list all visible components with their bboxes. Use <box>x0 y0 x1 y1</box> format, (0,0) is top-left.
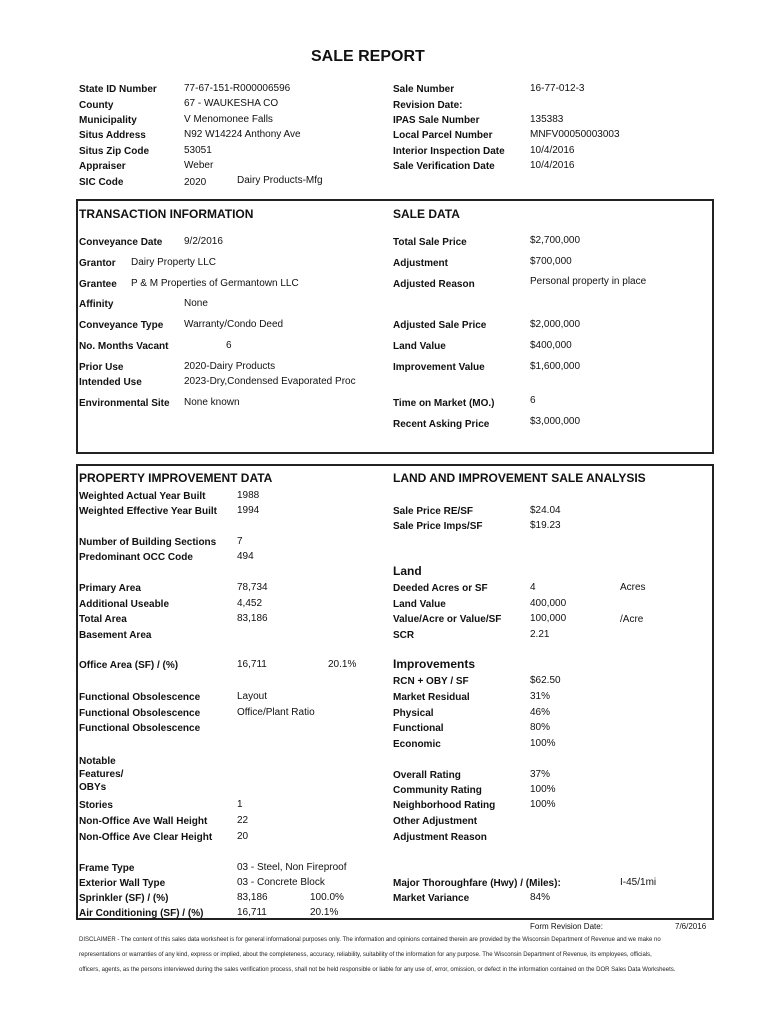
functional-obsolescence-1-value: Layout <box>237 691 268 702</box>
functional-obsolescence-3-label: Functional Obsolescence <box>79 723 201 734</box>
adjusted-reason-label: Adjusted Reason <box>393 279 475 290</box>
neighborhood-rating-value: 100% <box>530 799 556 810</box>
air-conditioning-percent: 20.1% <box>310 907 339 918</box>
environmental-label: Environmental Site <box>79 398 170 409</box>
affinity-value: None <box>184 298 208 309</box>
sic-code-label: SIC Code <box>79 177 124 188</box>
value-per-acre-unit: /Acre <box>620 614 644 625</box>
adjusted-sale-price-label: Adjusted Sale Price <box>393 320 487 331</box>
land-value-value: $400,000 <box>530 340 572 351</box>
municipality-value: V Menomonee Falls <box>184 114 273 125</box>
form-revision-value: 7/6/2016 <box>675 922 707 931</box>
economic-value: 100% <box>530 738 556 749</box>
frame-type-value: 03 - Steel, Non Fireproof <box>237 862 347 873</box>
market-residual-value: 31% <box>530 691 551 702</box>
disclaimer-line-3: officers, agents, as the persons interviewed during the sales verification process, shall not be held responsible or liable for any use of, error, omission, or defect in the information contained on the DOR Sales Data Worksheets. <box>79 967 676 973</box>
thoroughfare-value: I-45/1mi <box>620 877 657 888</box>
value-per-acre-label: Value/Acre or Value/SF <box>393 614 502 625</box>
adjusted-reason-value: Personal property in place <box>530 276 647 287</box>
economic-label: Economic <box>393 739 441 750</box>
overall-rating-label: Overall Rating <box>393 770 461 781</box>
months-vacant-value: 6 <box>226 340 232 351</box>
conveyance-type-value: Warranty/Condo Deed <box>184 319 284 330</box>
price-re-sf-value: $24.04 <box>530 505 561 516</box>
disclaimer-line-1: DISCLAIMER - The content of this sales data worksheet is for general informational purposes only. The information and opinions contained therein are provided by the Wisconsin Department of Revenue and we make no <box>79 937 661 943</box>
interior-inspection-label: Interior Inspection Date <box>393 146 505 157</box>
additional-useable-label: Additional Useable <box>79 599 170 610</box>
weyb-label: Weighted Effective Year Built <box>79 506 218 517</box>
analysis-land-value-label: Land Value <box>393 599 446 610</box>
local-parcel-value: MNFV00050003003 <box>530 129 620 140</box>
neighborhood-rating-label: Neighborhood Rating <box>393 800 496 811</box>
land-heading: Land <box>393 564 422 578</box>
thoroughfare-label: Major Thoroughfare (Hwy) / (Miles): <box>393 878 561 889</box>
county-value: 67 - WAUKESHA CO <box>184 98 279 109</box>
prior-use-value: 2020-Dairy Products <box>184 361 276 372</box>
primary-area-value: 78,734 <box>237 582 268 593</box>
office-area-label: Office Area (SF) / (%) <box>79 660 179 671</box>
state-id-label: State ID Number <box>79 84 157 95</box>
situs-zip-label: Situs Zip Code <box>79 146 149 157</box>
analysis-heading: LAND AND IMPROVEMENT SALE ANALYSIS <box>393 471 646 485</box>
appraiser-label: Appraiser <box>79 161 126 172</box>
transaction-heading: TRANSACTION INFORMATION <box>79 207 254 221</box>
occ-code-label: Predominant OCC Code <box>79 552 193 563</box>
wayb-value: 1988 <box>237 490 260 501</box>
improvement-value-value: $1,600,000 <box>530 361 581 372</box>
conveyance-date-value: 9/2/2016 <box>184 236 223 247</box>
community-rating-label: Community Rating <box>393 785 482 796</box>
local-parcel-label: Local Parcel Number <box>393 130 493 141</box>
adjusted-sale-price-value: $2,000,000 <box>530 319 581 330</box>
sale-number-value: 16-77-012-3 <box>530 83 585 94</box>
rcn-value: $62.50 <box>530 675 561 686</box>
improvements-heading: Improvements <box>393 657 476 671</box>
scr-value: 2.21 <box>530 629 550 640</box>
intended-use-label: Intended Use <box>79 377 142 388</box>
ipas-value: 135383 <box>530 114 564 125</box>
improvement-value-label: Improvement Value <box>393 362 485 373</box>
form-revision-label: Form Revision Date: <box>530 922 603 931</box>
wall-height-value: 22 <box>237 815 249 826</box>
recent-asking-value: $3,000,000 <box>530 416 581 427</box>
weyb-value: 1994 <box>237 505 260 516</box>
primary-area-label: Primary Area <box>79 583 141 594</box>
air-conditioning-label: Air Conditioning (SF) / (%) <box>79 908 204 919</box>
exterior-wall-label: Exterior Wall Type <box>79 878 166 889</box>
community-rating-value: 100% <box>530 784 556 795</box>
recent-asking-label: Recent Asking Price <box>393 419 490 430</box>
sale-verification-value: 10/4/2016 <box>530 160 575 171</box>
grantor-value: Dairy Property LLC <box>131 257 217 268</box>
environmental-value: None known <box>184 397 240 408</box>
ipas-label: IPAS Sale Number <box>393 115 480 126</box>
market-residual-label: Market Residual <box>393 692 470 703</box>
basement-area-label: Basement Area <box>79 630 152 641</box>
scr-label: SCR <box>393 630 415 641</box>
grantee-value: P & M Properties of Germantown LLC <box>131 278 299 289</box>
price-imps-sf-value: $19.23 <box>530 520 561 531</box>
adjustment-reason-label: Adjustment Reason <box>393 832 487 843</box>
sale-verification-label: Sale Verification Date <box>393 161 495 172</box>
time-on-market-value: 6 <box>530 395 536 406</box>
revision-date-label: Revision Date: <box>393 100 463 111</box>
total-sale-price-value: $2,700,000 <box>530 235 581 246</box>
property-heading: PROPERTY IMPROVEMENT DATA <box>79 471 273 485</box>
frame-type-label: Frame Type <box>79 863 135 874</box>
price-imps-sf-label: Sale Price Imps/SF <box>393 521 483 532</box>
municipality-label: Municipality <box>79 115 137 126</box>
physical-value: 46% <box>530 707 551 718</box>
sprinkler-percent: 100.0% <box>310 892 344 903</box>
sprinkler-value: 83,186 <box>237 892 268 903</box>
notable-features-line-1: Notable <box>79 756 116 767</box>
physical-label: Physical <box>393 708 434 719</box>
wayb-label: Weighted Actual Year Built <box>79 491 206 502</box>
building-sections-value: 7 <box>237 536 243 547</box>
prior-use-label: Prior Use <box>79 362 124 373</box>
analysis-land-value-value: 400,000 <box>530 598 567 609</box>
exterior-wall-value: 03 - Concrete Block <box>237 877 325 888</box>
total-area-label: Total Area <box>79 614 127 625</box>
total-sale-price-label: Total Sale Price <box>393 237 467 248</box>
value-per-acre-value: 100,000 <box>530 613 567 624</box>
deeded-acres-unit: Acres <box>620 582 646 593</box>
time-on-market-label: Time on Market (MO.) <box>393 398 495 409</box>
sic-description: Dairy Products-Mfg <box>237 175 323 186</box>
conveyance-date-label: Conveyance Date <box>79 237 163 248</box>
wall-height-label: Non-Office Ave Wall Height <box>79 816 208 827</box>
county-label: County <box>79 100 114 111</box>
sic-code-value: 2020 <box>184 177 207 188</box>
state-id-value: 77-67-151-R000006596 <box>184 83 291 94</box>
disclaimer-line-2: representations or warranties of any kind, express or implied, about the completeness, accuracy, reliability, suitability of the information for any purpose. The Wisconsin Department of Revenue, its employees, officials, <box>79 952 652 958</box>
stories-value: 1 <box>237 799 243 810</box>
notable-features-line-2: Features/ <box>79 769 124 780</box>
air-conditioning-value: 16,711 <box>237 907 267 918</box>
deeded-acres-value: 4 <box>530 582 536 593</box>
interior-inspection-value: 10/4/2016 <box>530 145 575 156</box>
grantee-label: Grantee <box>79 279 117 290</box>
functional-obsolescence-2-value: Office/Plant Ratio <box>237 707 315 718</box>
land-value-label: Land Value <box>393 341 446 352</box>
functional-obsolescence-2-label: Functional Obsolescence <box>79 708 201 719</box>
clear-height-label: Non-Office Ave Clear Height <box>79 832 213 843</box>
adjustment-value: $700,000 <box>530 256 572 267</box>
situs-address-label: Situs Address <box>79 130 146 141</box>
adjustment-label: Adjustment <box>393 258 448 269</box>
stories-label: Stories <box>79 800 113 811</box>
functional-obsolescence-1-label: Functional Obsolescence <box>79 692 201 703</box>
notable-features-line-3: OBYs <box>79 782 107 793</box>
total-area-value: 83,186 <box>237 613 268 624</box>
functional-value: 80% <box>530 722 551 733</box>
grantor-label: Grantor <box>79 258 116 269</box>
building-sections-label: Number of Building Sections <box>79 537 217 548</box>
situs-zip-value: 53051 <box>184 145 212 156</box>
price-re-sf-label: Sale Price RE/SF <box>393 506 474 517</box>
sale-number-label: Sale Number <box>393 84 455 95</box>
affinity-label: Affinity <box>79 299 114 310</box>
occ-code-value: 494 <box>237 551 254 562</box>
situs-address-value: N92 W14224 Anthony Ave <box>184 129 301 140</box>
rcn-label: RCN + OBY / SF <box>393 676 469 687</box>
overall-rating-value: 37% <box>530 769 551 780</box>
market-variance-value: 84% <box>530 892 551 903</box>
months-vacant-label: No. Months Vacant <box>79 341 169 352</box>
intended-use-value: 2023-Dry,Condensed Evaporated Proc <box>184 376 356 387</box>
conveyance-type-label: Conveyance Type <box>79 320 164 331</box>
sprinkler-label: Sprinkler (SF) / (%) <box>79 893 169 904</box>
market-variance-label: Market Variance <box>393 893 470 904</box>
other-adjustment-label: Other Adjustment <box>393 816 478 827</box>
office-area-percent: 20.1% <box>328 659 357 670</box>
appraiser-value: Weber <box>184 160 214 171</box>
clear-height-value: 20 <box>237 831 249 842</box>
page-title: SALE REPORT <box>311 48 425 65</box>
additional-useable-value: 4,452 <box>237 598 263 609</box>
office-area-value: 16,711 <box>237 659 267 670</box>
functional-label: Functional <box>393 723 444 734</box>
sale-data-heading: SALE DATA <box>393 207 460 221</box>
deeded-acres-label: Deeded Acres or SF <box>393 583 488 594</box>
